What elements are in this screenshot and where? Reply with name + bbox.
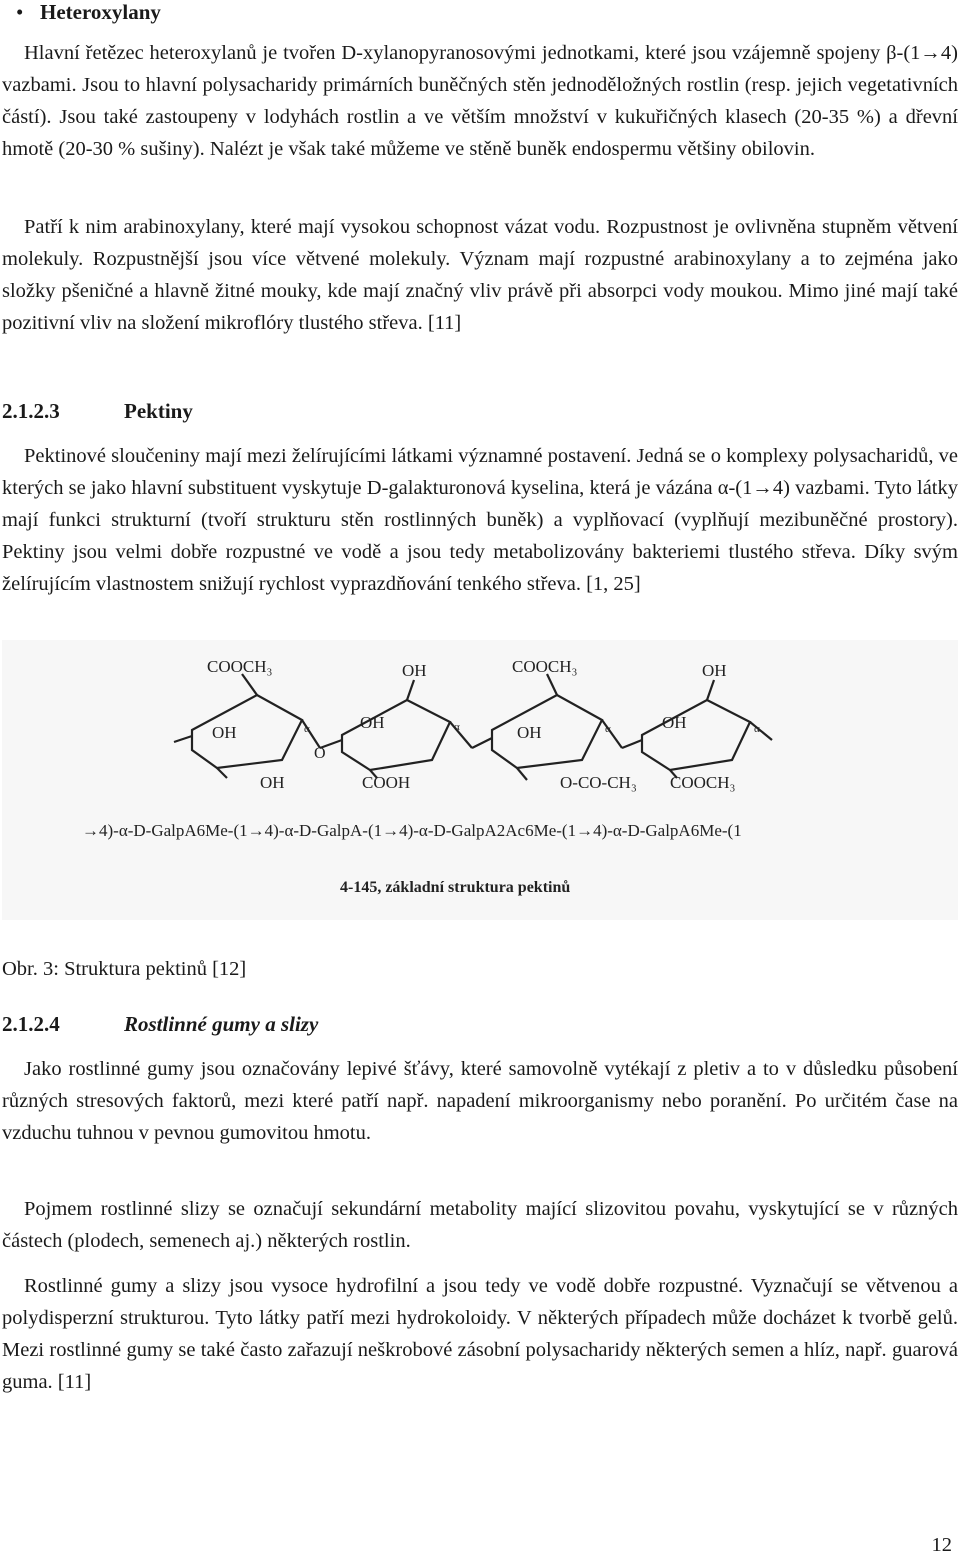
bullet-heading: Heteroxylany (40, 0, 161, 24)
paragraph-arabinoxylany: Patří k nim arabinoxylany, které mají vysokou schopnost vázat vodu. Rozpustnost je ovlivněna stupněm větvení molekuly. Rozpustnější jsou více větvené molekuly. Význam mají rozpustné arabinoxylany a to zejména jako složky pšeničné a hlavně žitné mouky, kde mají značný vliv právě při absorpci vody moukou. Mimo jiné mají také pozitivní vliv na složení mikroflóry tlustého střeva. [11] (2, 216, 958, 334)
bullet-dot: • (16, 0, 24, 24)
sequence-line: →4)-α-D-GalpA6Me-(1→4)-α-D-GalpA-(1→4)-α-D-GalpA2Ac6Me-(1→4)-α-D-GalpA6Me-(1 (82, 821, 742, 840)
pectin-structure-figure (2, 640, 958, 920)
figure-background (2, 640, 958, 920)
paragraph-pektiny: Pektinové sloučeniny mají mezi želírujícími látkami významné postavení. Jedná se o komplexy polysacharidů, ve kterých se jako hlavní substituent vyskytuje D-galakturonová kyselina, která je vázána α-(1→4) vazbami. Tyto látky mají funkci strukturní (tvoří strukturu stěn rostlinných buněk) a vyplňovací (vyplňují mezibuněčné prostory). Pektiny jsou velmi dobře rozpustné ve vodě a jsou tedy metabolizovány bakteriemi tlustého střeva. Díky svým želírujícím vlastnostem snižují rychlost vyprazdňování tenkého střeva. [1, 25] (2, 445, 958, 595)
paragraph-slizy: Pojmem rostlinné slizy se označují sekundární metabolity mající slizovitou povahu, vyskytující se v různých částech (plodech, semenech aj.) některých rostlin. (2, 1198, 958, 1252)
section-title-pektiny: Pektiny (124, 399, 193, 423)
ring-oh-2: OH (360, 713, 385, 732)
pectin-structure-drawing (2, 640, 958, 920)
figure-sub-caption: 4-145, základní struktura pektinů (340, 879, 571, 896)
ring-oh-1: OH (212, 723, 237, 742)
alpha-4: α (754, 723, 760, 735)
label-top-4: OH (702, 661, 727, 680)
ring-oh-4: OH (662, 713, 687, 732)
section-number-pektiny: 2.1.2.3 (2, 399, 60, 423)
label-bottom-4: COOCH₃ (670, 773, 736, 792)
page-number: 12 (931, 1534, 952, 1556)
label-bottom-3: O-CO-CH₃ (560, 773, 637, 792)
label-bottom-1: OH (260, 773, 285, 792)
ring-o-link: O (314, 745, 326, 762)
label-top-3: COOCH₃ (512, 657, 578, 676)
alpha-1: α (304, 723, 310, 735)
label-bottom-2: COOH (362, 773, 411, 792)
paragraph-gumy: Jako rostlinné gumy jsou označovány lepivé šťávy, které samovolně vytékají z pletiv a to v důsledku působení různých stresových faktorů, mezi které patří např. napadení mikroorganismy nebo poranění. Po určitém čase na vzduchu tuhnou v pevnou gumovitou hmotu. (2, 1058, 958, 1144)
figure-caption: Obr. 3: Struktura pektinů [12] (2, 958, 247, 980)
section-number-gumy: 2.1.2.4 (2, 1012, 60, 1036)
label-top-2: OH (402, 661, 427, 680)
section-title-gumy: Rostlinné gumy a slizy (124, 1012, 319, 1036)
label-top-1: COOCH₃ (207, 657, 273, 676)
ring-oh-3: OH (517, 723, 542, 742)
alpha-3: α (605, 723, 611, 735)
paragraph-vlastnosti: Rostlinné gumy a slizy jsou vysoce hydrofilní a jsou tedy ve vodě dobře rozpustné. Vyznačují se větvenou a polydisperzní strukturou. Tyto látky patří mezi hydrokoloidy. V některých případech může docházet k tvorbě gelů. Mezi rostlinné gumy se také často zařazují neškrobové zásobní polysacharidy některých semen a hlíz, např. guarová guma. [11] (2, 1275, 958, 1393)
paragraph-heteroxylany: Hlavní řetězec heteroxylanů je tvořen D-xylanopyranosovými jednotkami, které jsou vzájemně spojeny β-(1→4) vazbami. Jsou to hlavní polysacharidy primárních buněčných stěn jednoděložných rostlin (resp. jejich vegetativních částí). Jsou také zastoupeny v lodyhách rostlin a ve větším množství v kukuřičných klasech (20-35 %) a dřevní hmotě (20-30 % sušiny). Nalézt je však také můžeme ve stěně buněk endospermu většiny obilovin. (2, 42, 958, 160)
alpha-2: α (454, 721, 460, 733)
